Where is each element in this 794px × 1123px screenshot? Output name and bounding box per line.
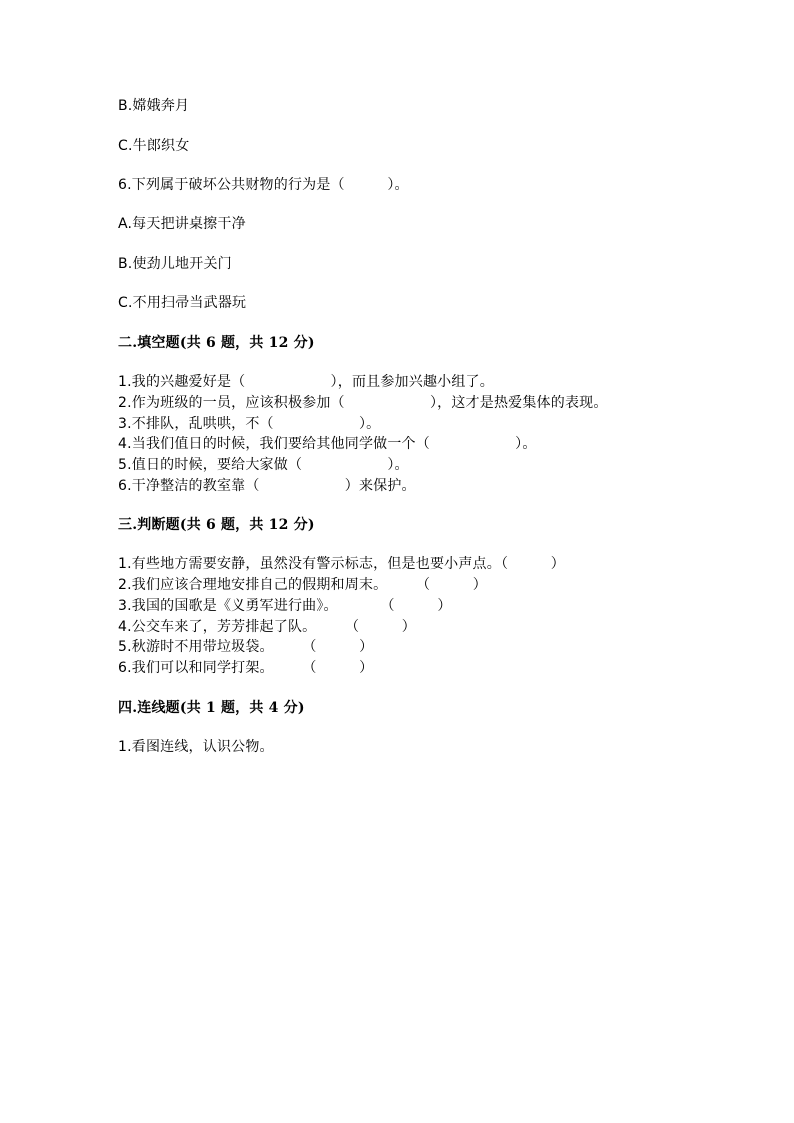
fill-item-4: 4.当我们值日的时候，我们要给其他同学做一个（ ）。 (118, 436, 537, 452)
section-4-title: 四.连线题(共 1 题，共 4 分) (118, 700, 305, 716)
judge-item-6: 6.我们可以和同学打架。 （ ） (118, 660, 374, 676)
option-c-q5: C.牛郎织女 (118, 138, 190, 154)
fill-item-2: 2.作为班级的一员，应该积极参加（ ），这才是热爱集体的表现。 (118, 395, 608, 411)
section-2-title: 二.填空题(共 6 题，共 12 分) (118, 335, 315, 351)
judge-item-4: 4.公交车来了，芳芳排起了队。 （ ） (118, 619, 416, 635)
fill-item-5: 5.值日的时候，要给大家做（ ）。 (118, 457, 409, 473)
fill-item-3: 3.不排队，乱哄哄，不（ ）。 (118, 416, 381, 432)
judge-item-3: 3.我国的国歌是《义勇军进行曲》。 （ ） (118, 598, 452, 614)
judge-item-1: 1.有些地方需要安静，虽然没有警示标志，但是也要小声点。（ ） (118, 556, 565, 572)
fill-item-6: 6.干净整洁的教室靠（ ）来保护。 (118, 478, 416, 494)
option-a-q6: A.每天把讲桌擦干净 (118, 216, 246, 232)
judge-item-2: 2.我们应该合理地安排自己的假期和周末。 （ ） (118, 577, 487, 593)
option-b-q5: B.嫦娥奔月 (118, 98, 190, 114)
option-b-q6: B.使劲儿地开关门 (118, 256, 232, 272)
fill-item-1: 1.我的兴趣爱好是（ ），而且参加兴趣小组了。 (118, 374, 494, 390)
match-item-1: 1.看图连线，认识公物。 (118, 739, 274, 755)
judge-item-5: 5.秋游时不用带垃圾袋。 （ ） (118, 639, 374, 655)
question-6-stem: 6.下列属于破坏公共财物的行为是（ ）。 (118, 177, 409, 193)
section-3-title: 三.判断题(共 6 题，共 12 分) (118, 517, 315, 533)
option-c-q6: C.不用扫帚当武器玩 (118, 295, 247, 311)
